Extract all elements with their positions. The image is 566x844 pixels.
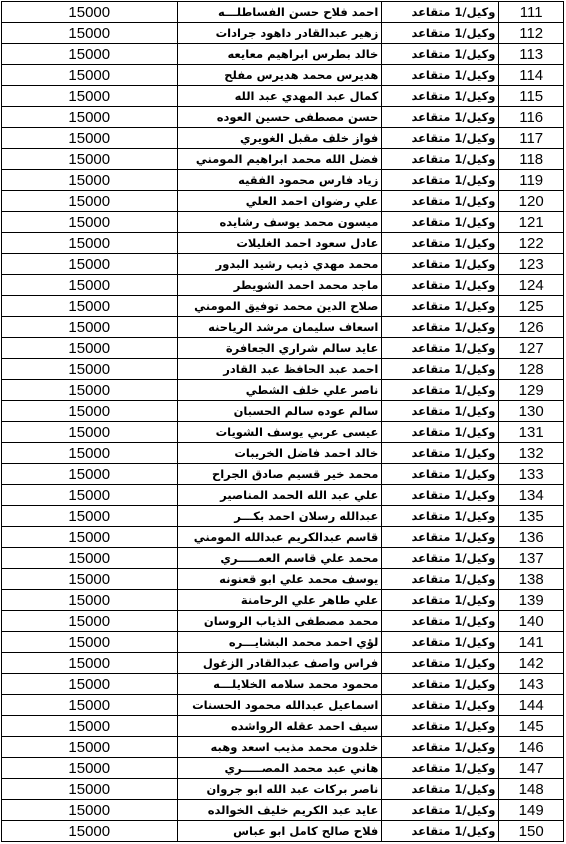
name-cell: هديرس محمد هديرس مفلح [177,65,382,86]
rank-cell: وكيل/1 متقاعد [382,23,499,44]
amount-cell: 15000 [2,758,178,779]
rank-cell: وكيل/1 متقاعد [382,107,499,128]
amount-cell: 15000 [2,44,178,65]
amount-cell: 15000 [2,212,178,233]
name-cell: اسعاف سليمان مرشد الرياحنه [177,317,382,338]
table-body [2,2,564,842]
amount-cell: 15000 [2,800,178,821]
amount-cell: 15000 [2,506,178,527]
rank-cell: وكيل/1 متقاعد [382,149,499,170]
table-row [2,359,564,380]
amount-cell: 15000 [2,254,178,275]
table-row [2,149,564,170]
amount-cell: 15000 [2,107,178,128]
name-cell: يوسف محمد علي ابو قعنونه [177,569,382,590]
table-row [2,275,564,296]
serial-number-cell: 126 [499,317,564,338]
name-cell: هاني عبد محمد المصـــــري [177,758,382,779]
table-row [2,86,564,107]
rank-cell: وكيل/1 متقاعد [382,527,499,548]
amount-cell: 15000 [2,296,178,317]
table-row [2,380,564,401]
name-cell: فواز خلف مقبل الغويري [177,128,382,149]
rank-cell: وكيل/1 متقاعد [382,611,499,632]
serial-number-cell: 127 [499,338,564,359]
amount-cell: 15000 [2,527,178,548]
serial-number-cell: 139 [499,590,564,611]
amount-cell: 15000 [2,422,178,443]
serial-number-cell: 136 [499,527,564,548]
amount-cell: 15000 [2,821,178,842]
rank-cell: وكيل/1 متقاعد [382,821,499,842]
table-row [2,674,564,695]
name-cell: حسن مصطفى حسين العوده [177,107,382,128]
table-row [2,695,564,716]
rank-cell: وكيل/1 متقاعد [382,737,499,758]
rank-cell: وكيل/1 متقاعد [382,338,499,359]
name-cell: عايد عبد الكريم خليف الخوالده [177,800,382,821]
amount-cell: 15000 [2,170,178,191]
rank-cell: وكيل/1 متقاعد [382,401,499,422]
serial-number-cell: 115 [499,86,564,107]
rank-cell: وكيل/1 متقاعد [382,2,499,23]
rank-cell: وكيل/1 متقاعد [382,380,499,401]
rank-cell: وكيل/1 متقاعد [382,254,499,275]
rank-cell: وكيل/1 متقاعد [382,464,499,485]
name-cell: زهير عبدالقادر داهود جرادات [177,23,382,44]
serial-number-cell: 142 [499,653,564,674]
table-row [2,2,564,23]
rank-cell: وكيل/1 متقاعد [382,443,499,464]
table-row [2,611,564,632]
serial-number-cell: 129 [499,380,564,401]
rank-cell: وكيل/1 متقاعد [382,569,499,590]
name-cell: خالد احمد فاضل الخريبات [177,443,382,464]
serial-number-cell: 114 [499,65,564,86]
name-cell: خالد بطرس ابراهيم معايعه [177,44,382,65]
serial-number-cell: 117 [499,128,564,149]
amount-cell: 15000 [2,338,178,359]
rank-cell: وكيل/1 متقاعد [382,674,499,695]
rank-cell: وكيل/1 متقاعد [382,758,499,779]
serial-number-cell: 150 [499,821,564,842]
serial-number-cell: 124 [499,275,564,296]
name-cell: محمد علي قاسم العمـــــري [177,548,382,569]
amount-cell: 15000 [2,86,178,107]
name-cell: صلاح الدين محمد توفيق المومني [177,296,382,317]
table-row [2,443,564,464]
name-cell: قاسم عبدالكريم عبدالله المومني [177,527,382,548]
table-row [2,737,564,758]
name-cell: لؤي احمد محمد البشايـــره [177,632,382,653]
amount-cell: 15000 [2,149,178,170]
table-row [2,128,564,149]
table-row [2,569,564,590]
name-cell: علي عبد الله الحمد المناصير [177,485,382,506]
rank-cell: وكيل/1 متقاعد [382,590,499,611]
table-row [2,422,564,443]
rank-cell: وكيل/1 متقاعد [382,548,499,569]
rank-cell: وكيل/1 متقاعد [382,779,499,800]
amount-cell: 15000 [2,695,178,716]
amount-cell: 15000 [2,590,178,611]
amount-cell: 15000 [2,191,178,212]
name-cell: فلاح صالح كامل ابو عباس [177,821,382,842]
serial-number-cell: 144 [499,695,564,716]
table-row [2,779,564,800]
name-cell: احمد فلاح حسن الفساطلـــه [177,2,382,23]
name-cell: محمد خير قسيم صادق الجراح [177,464,382,485]
name-cell: كمال عبد المهدي عبد الله [177,86,382,107]
serial-number-cell: 132 [499,443,564,464]
name-cell: محمد مهدي ذيب رشيد البدور [177,254,382,275]
rank-cell: وكيل/1 متقاعد [382,275,499,296]
table-row [2,758,564,779]
table-row [2,527,564,548]
amount-cell: 15000 [2,674,178,695]
amount-cell: 15000 [2,275,178,296]
rank-cell: وكيل/1 متقاعد [382,86,499,107]
amount-cell: 15000 [2,443,178,464]
name-cell: عيسى عربي يوسف الشويات [177,422,382,443]
serial-number-cell: 141 [499,632,564,653]
serial-number-cell: 113 [499,44,564,65]
serial-number-cell: 133 [499,464,564,485]
rank-cell: وكيل/1 متقاعد [382,170,499,191]
serial-number-cell: 122 [499,233,564,254]
name-cell: سالم عوده سالم الحسبان [177,401,382,422]
name-cell: احمد عبد الحافظ عبد القادر [177,359,382,380]
rank-cell: وكيل/1 متقاعد [382,128,499,149]
rank-cell: وكيل/1 متقاعد [382,800,499,821]
name-cell: فراس واصف عبدالقادر الزغول [177,653,382,674]
rank-cell: وكيل/1 متقاعد [382,191,499,212]
amount-cell: 15000 [2,233,178,254]
rank-cell: وكيل/1 متقاعد [382,716,499,737]
table-row [2,548,564,569]
rank-cell: وكيل/1 متقاعد [382,695,499,716]
retirees-table [1,1,564,842]
amount-cell: 15000 [2,611,178,632]
serial-number-cell: 120 [499,191,564,212]
serial-number-cell: 123 [499,254,564,275]
serial-number-cell: 112 [499,23,564,44]
serial-number-cell: 146 [499,737,564,758]
rank-cell: وكيل/1 متقاعد [382,485,499,506]
table-row [2,317,564,338]
name-cell: محمد مصطفى الذياب الروسان [177,611,382,632]
serial-number-cell: 128 [499,359,564,380]
amount-cell: 15000 [2,716,178,737]
serial-number-cell: 149 [499,800,564,821]
table-row [2,296,564,317]
serial-number-cell: 121 [499,212,564,233]
serial-number-cell: 118 [499,149,564,170]
serial-number-cell: 134 [499,485,564,506]
serial-number-cell: 137 [499,548,564,569]
table-row [2,107,564,128]
rank-cell: وكيل/1 متقاعد [382,653,499,674]
name-cell: ماجد محمد احمد الشويطر [177,275,382,296]
name-cell: خلدون محمد مذيب اسعد وهبه [177,737,382,758]
name-cell: زياد فارس محمود الفقيه [177,170,382,191]
serial-number-cell: 138 [499,569,564,590]
name-cell: عبدالله رسلان احمد بكـــر [177,506,382,527]
table-row [2,632,564,653]
amount-cell: 15000 [2,2,178,23]
table-row [2,254,564,275]
rank-cell: وكيل/1 متقاعد [382,317,499,338]
table-row [2,191,564,212]
table-row [2,653,564,674]
serial-number-cell: 125 [499,296,564,317]
amount-cell: 15000 [2,380,178,401]
table-row [2,65,564,86]
rank-cell: وكيل/1 متقاعد [382,296,499,317]
name-cell: ناصر بركات عبد الله ابو جروان [177,779,382,800]
rank-cell: وكيل/1 متقاعد [382,359,499,380]
name-cell: علي رضوان احمد العلي [177,191,382,212]
rank-cell: وكيل/1 متقاعد [382,212,499,233]
table-row [2,485,564,506]
amount-cell: 15000 [2,65,178,86]
amount-cell: 15000 [2,737,178,758]
table-row [2,44,564,65]
table-row [2,233,564,254]
table-row [2,506,564,527]
name-cell: محمود محمد سلامه الخلايلـــه [177,674,382,695]
table-row [2,464,564,485]
rank-cell: وكيل/1 متقاعد [382,44,499,65]
serial-number-cell: 143 [499,674,564,695]
table-row [2,170,564,191]
amount-cell: 15000 [2,464,178,485]
rank-cell: وكيل/1 متقاعد [382,65,499,86]
serial-number-cell: 147 [499,758,564,779]
amount-cell: 15000 [2,653,178,674]
amount-cell: 15000 [2,128,178,149]
rank-cell: وكيل/1 متقاعد [382,632,499,653]
table-row [2,716,564,737]
amount-cell: 15000 [2,401,178,422]
serial-number-cell: 148 [499,779,564,800]
name-cell: عادل سعود احمد الغليلات [177,233,382,254]
name-cell: فضل الله محمد ابراهيم المومني [177,149,382,170]
name-cell: ناصر علي خلف الشطي [177,380,382,401]
amount-cell: 15000 [2,548,178,569]
rank-cell: وكيل/1 متقاعد [382,506,499,527]
serial-number-cell: 116 [499,107,564,128]
serial-number-cell: 135 [499,506,564,527]
amount-cell: 15000 [2,632,178,653]
amount-cell: 15000 [2,485,178,506]
rank-cell: وكيل/1 متقاعد [382,233,499,254]
serial-number-cell: 145 [499,716,564,737]
serial-number-cell: 140 [499,611,564,632]
name-cell: علي طاهر علي الرحامنة [177,590,382,611]
serial-number-cell: 131 [499,422,564,443]
amount-cell: 15000 [2,23,178,44]
table-row [2,212,564,233]
name-cell: سيف احمد عقله الرواشده [177,716,382,737]
table-row [2,23,564,44]
name-cell: اسماعيل عبدالله محمود الحسنات [177,695,382,716]
name-cell: عايد سالم شراري الجعافرة [177,338,382,359]
serial-number-cell: 119 [499,170,564,191]
amount-cell: 15000 [2,779,178,800]
table-row [2,800,564,821]
rank-cell: وكيل/1 متقاعد [382,422,499,443]
amount-cell: 15000 [2,569,178,590]
name-cell: ميسون محمد يوسف رشايده [177,212,382,233]
table-row [2,401,564,422]
amount-cell: 15000 [2,317,178,338]
serial-number-cell: 111 [499,2,564,23]
table-row [2,821,564,842]
serial-number-cell: 130 [499,401,564,422]
amount-cell: 15000 [2,359,178,380]
table-row [2,590,564,611]
table-row [2,338,564,359]
